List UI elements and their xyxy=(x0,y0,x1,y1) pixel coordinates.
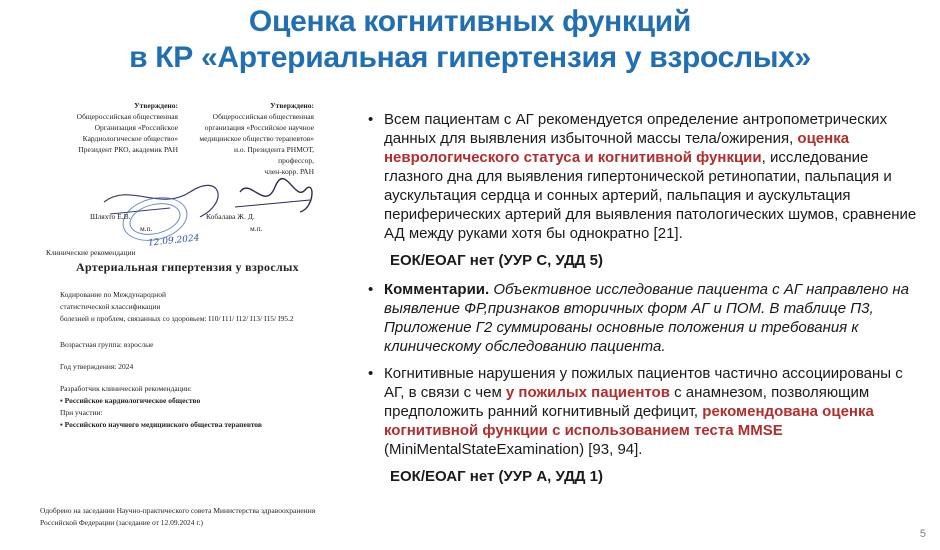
mp-left: м.п. xyxy=(140,224,153,233)
doc-category: Клинические рекомендации xyxy=(46,248,136,257)
highlight-mmse: рекомендована оценка когнитивной функции с использованием теста MMSE xyxy=(384,403,874,439)
approval-left-head: Утверждено: xyxy=(134,101,178,110)
participant-org: ▪ Российского научного медицинского общества терапевтов xyxy=(60,420,262,430)
approval-right-line: член-корр. РАН xyxy=(264,167,314,176)
grade-2: ЕОК/ЕОАГ нет (УУР А, УДД 1) xyxy=(390,468,603,485)
slide-title xyxy=(0,4,940,76)
icd-line: болезней и проблем, связанных со здоровьем: I10/ I11/ I12/ I13/ I15/ I95.2 xyxy=(60,314,294,323)
scanned-document xyxy=(30,94,330,540)
approval-right xyxy=(184,100,314,177)
bullet-examination: • Всем пациентам с АГ рекомендуется определение антропометрических данных для выявления избыточной массы тела/ожирения, оценка неврологического статуса и когнитивной функции, исследование глазного дна для выявления гипертонической ретинопатии, пальпация и аускультация сердца и сонных артерий, пальпация и аускультация периферических артерий для выявления патологических шумов, сравнение АД между руками хотя бы однократно [21]. xyxy=(368,111,917,242)
approval-right-line: профессор, xyxy=(278,156,314,165)
developer-org: ▪ Российское кардиологическое общество xyxy=(60,396,200,406)
approval-year: Год утверждения: 2024 xyxy=(60,362,134,371)
approval-left-line: Организация «Российское xyxy=(94,123,178,132)
handwritten-date: 12.09.2024 xyxy=(147,233,200,249)
icd-line: Кодирование по Международной xyxy=(60,290,166,299)
age-group: Возрастная группа: взрослые xyxy=(60,340,154,349)
grade-1: ЕОК/ЕОАГ нет (УУР С, УДД 5) xyxy=(390,252,603,269)
approval-left xyxy=(60,100,178,155)
signer-right: Кобалава Ж. Д. xyxy=(206,212,255,221)
highlight-elderly: у пожилых пациентов xyxy=(505,384,670,401)
bullet-dot-icon: • xyxy=(368,365,374,382)
title-line-1: Оценка когнитивных функций xyxy=(248,5,692,38)
footer-line: Российской Федерации (заседание от 12.09.2024 г.) xyxy=(40,518,203,527)
comment-text: Объективное исследование пациента с АГ направлено на выявление ФР,признаков вторичных форм АГ и ПОМ. В таблице П3, Приложение Г2 суммированы основные положения и требования к клиническому обследованию пациента. xyxy=(384,281,910,355)
approval-right-line: медицинское общество терапевтов» xyxy=(199,134,314,143)
page-number: 5 xyxy=(919,528,926,540)
approval-right-line: и.о. Президента РНМОТ, xyxy=(233,145,314,154)
approval-right-head: Утверждено: xyxy=(270,101,314,110)
recommendations-text xyxy=(368,110,924,496)
footer-line: Одобрено на заседании Научно-практического совета Министерства здравоохранения xyxy=(40,506,316,515)
title-line-2: в КР «Артериальная гипертензия у взрослых» xyxy=(129,41,811,74)
highlight-neuro-cognitive: оценка неврологического статуса и когнитивной функции xyxy=(384,130,850,166)
comment-label: Комментарии. xyxy=(384,281,490,298)
doc-title: Артериальная гипертензия у взрослых xyxy=(76,260,299,274)
approval-left-line: Кардиологическое общество» xyxy=(82,134,178,143)
approval-left-line: Президент РКО, академик РАН xyxy=(78,145,178,154)
bullet-cognitive: • Когнитивные нарушения у пожилых пациентов частично ассоциированы с АГ, в связи с чем у пожилых пациентов с анамнезом, позволяющим предположить ранний когнитивный дефицит, рекомендована оценка когнитивной функции с использованием теста MMSE (MiniMentalStateExamination) [93, 94]. xyxy=(368,365,903,458)
participation-label: При участии: xyxy=(60,408,103,417)
bullet-dot-icon: • xyxy=(368,281,374,298)
icd-line: статистической классификации xyxy=(60,302,161,311)
approval-right-line: организация «Российское научное xyxy=(204,123,314,132)
bullet-dot-icon: • xyxy=(368,111,374,128)
developer-label: Разработчик клинической рекомендации: xyxy=(60,384,192,393)
bullet-comment xyxy=(368,280,924,356)
approval-right-line: Общероссийская общественная xyxy=(212,112,314,121)
signer-left: Шляхто Е.В. xyxy=(90,212,131,221)
mp-right: м.п. xyxy=(250,224,263,233)
approval-left-line: Общероссийская общественная xyxy=(76,112,178,121)
